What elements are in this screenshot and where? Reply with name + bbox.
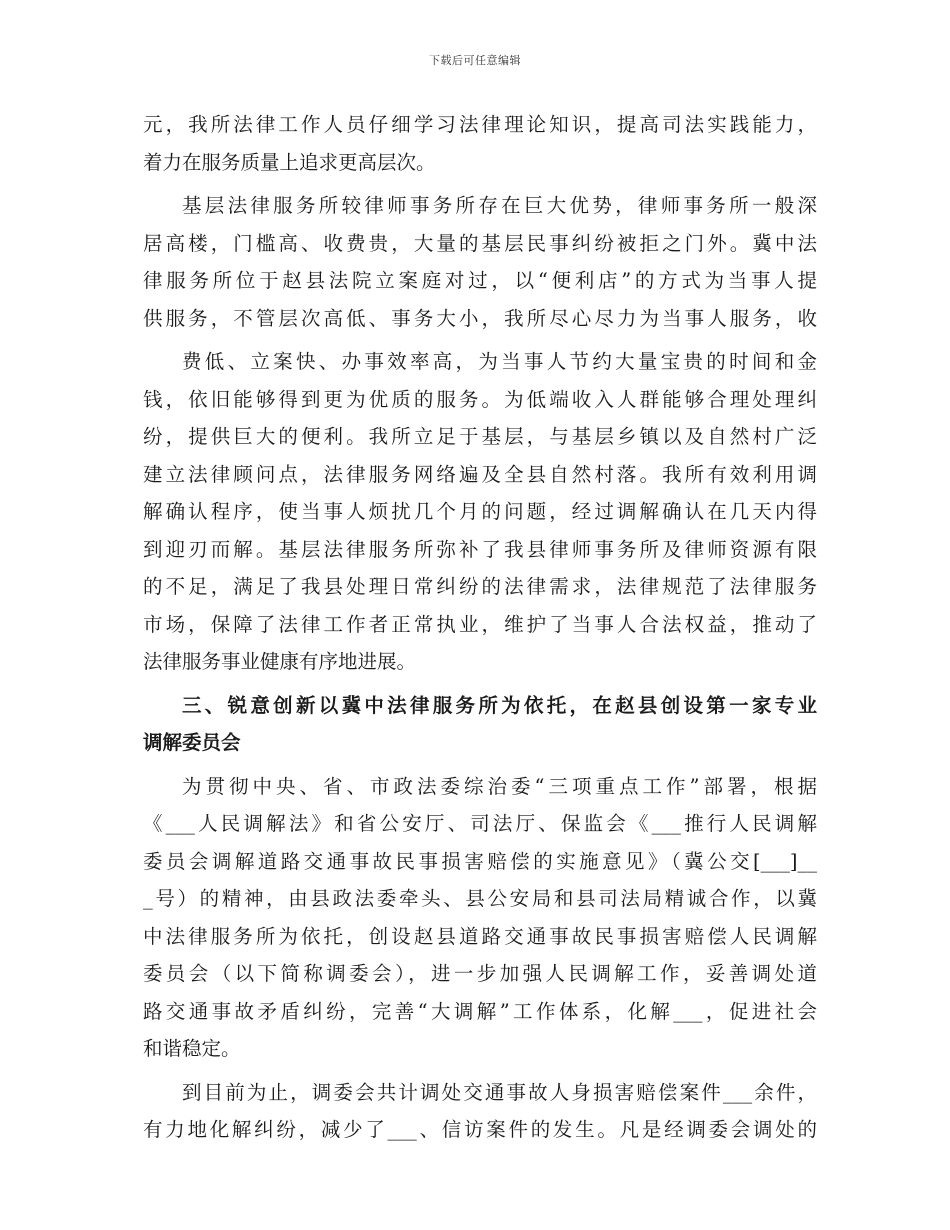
text-line: 居高楼，门槛高、收费贵，大量的基层民事纠纷被拒之门外。冀中法 <box>143 231 817 255</box>
paragraph <box>143 768 817 1068</box>
text-line: 钱，依旧能够得到更为优质的服务。为低端收入人群能够合理处理纠 <box>143 387 817 411</box>
text-line: _号）的精神，由县政法委牵头、县公安局和县司法局精诚合作，以冀 <box>143 887 817 910</box>
text-line: 元，我所法律工作人员仔细学习法律理论知识，提高司法实践能力， <box>143 113 817 136</box>
text-line: 建立法律顾问点，法律服务网络遍及全县自然村落。我所有效利用调 <box>143 462 817 486</box>
text-line: 法律服务事业健康有序地进展。 <box>143 650 417 673</box>
text-line: 纷，提供巨大的便利。我所立足于基层，与基层乡镇以及自然村广泛 <box>143 425 817 448</box>
paragraph <box>143 1074 817 1149</box>
paragraph <box>143 106 817 181</box>
text-line: 解确认程序，使当事人烦扰几个月的问题，经过调解确认在几天内得 <box>143 500 817 523</box>
text-line: 为贯彻中央、省、市政法委综治委“三项重点工作”部署，根据 <box>182 774 817 798</box>
text-line: 的不足，满足了我县处理日常纠纷的法律需求，法律规范了法律服务 <box>143 575 817 598</box>
text-line: 路交通事故矛盾纠纷，完善“大调解”工作体系，化解___，促进社会 <box>143 999 817 1023</box>
page-header: 下载后可任意编辑 <box>429 54 521 67</box>
paragraph <box>143 343 817 681</box>
text-line: 委员会调解道路交通事故民事损害赔偿的实施意见》（冀公交[___]__ <box>143 849 817 873</box>
text-line: 律服务所位于赵县法院立案庭对过，以“便利店”的方式为当事人提 <box>143 269 817 292</box>
text-line: 基层法律服务所较律师事务所存在巨大优势，律师事务所一般深 <box>182 194 817 217</box>
text-line: 中法律服务所为依托，创设赵县道路交通事故民事损害赔偿人民调解 <box>143 924 817 948</box>
text-line: 到目前为止，调委会共计调处交通事故人身损害赔偿案件___余件， <box>182 1080 817 1104</box>
text-line: 市场，保障了法律工作者正常执业，维护了当事人合法权益，推动了 <box>143 612 817 636</box>
text-line: 着力在服务质量上追求更高层次。 <box>143 150 436 174</box>
heading-line: 调解委员会 <box>143 731 241 754</box>
heading-line: 三、锐意创新以冀中法律服务所为依托，在赵县创设第一家专业 <box>182 693 817 717</box>
paragraph <box>143 187 817 337</box>
text-line: 和谐稳定。 <box>143 1037 241 1060</box>
text-line: 到迎刃而解。基层法律服务所弥补了我县律师事务所及律师资源有限 <box>143 537 817 561</box>
text-line: 供服务，不管层次高低、事务大小，我所尽心尽力为当事人服务，收 <box>143 306 817 330</box>
text-line: 委员会（以下简称调委会），进一步加强人民调解工作，妥善调处道 <box>143 962 817 985</box>
document-body <box>143 106 817 1149</box>
text-line: 《___人民调解法》和省公安厅、司法厅、保监会《___推行人民调解 <box>143 812 817 835</box>
text-line: 费低、立案快、办事效率高，为当事人节约大量宝贵的时间和金 <box>182 350 817 373</box>
text-line: 有力地化解纠纷，减少了___、信访案件的发生。凡是经调委会调处的 <box>143 1118 817 1141</box>
section-heading <box>143 687 817 762</box>
